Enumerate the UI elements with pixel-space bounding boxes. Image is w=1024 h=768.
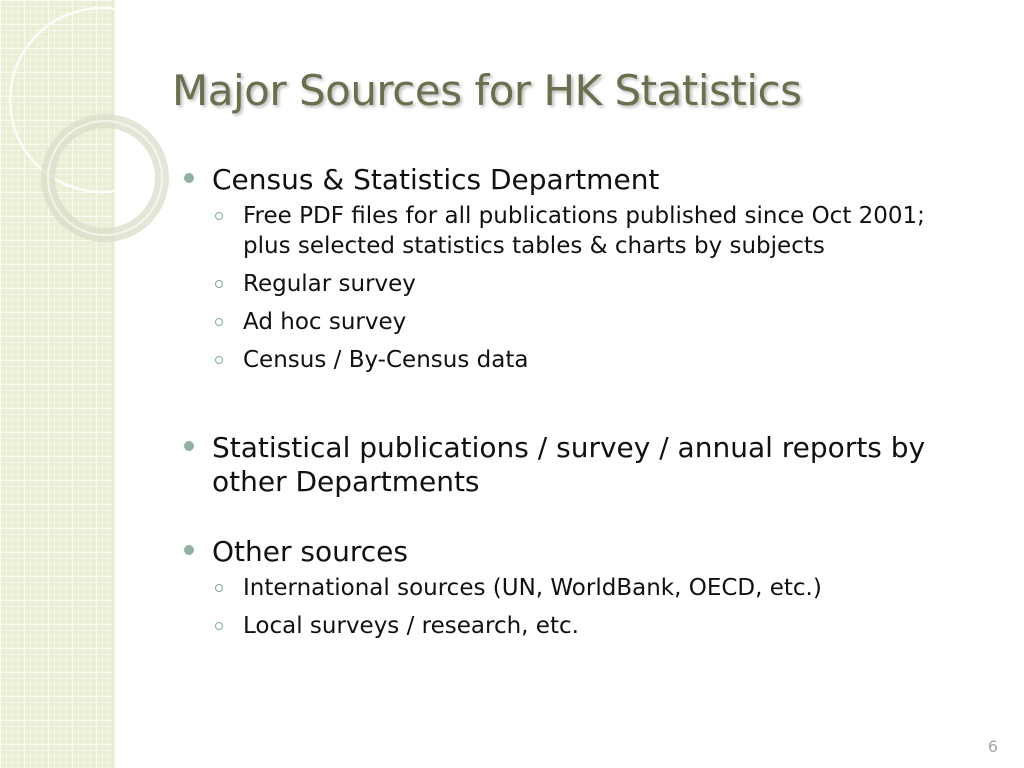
sub-bullet-item (184, 269, 964, 299)
page-number: 6 (987, 737, 998, 756)
sub-bullet-text: Ad hoc survey (243, 309, 407, 335)
bullet-text: Statistical publications / survey / annual reports by other Departments (212, 431, 926, 498)
sub-bullet-text: Regular survey (243, 271, 416, 297)
hollow-bullet-icon (215, 318, 223, 326)
bullet-text: Census & Statistics Department (212, 163, 660, 196)
bullet-dot-icon (184, 441, 194, 451)
hollow-bullet-icon (215, 584, 223, 592)
decorative-rings (0, 0, 180, 260)
sub-bullet-text: Local surveys / research, etc. (243, 613, 579, 639)
sub-bullet-text: Census / By-Census data (243, 347, 529, 373)
hollow-bullet-icon (215, 280, 223, 288)
bullet-item-census-department (184, 163, 964, 197)
hollow-bullet-icon (215, 212, 223, 220)
spacer (184, 383, 964, 431)
bullet-dot-icon (184, 173, 194, 183)
bullet-dot-icon (184, 545, 194, 555)
spacer (184, 499, 964, 535)
bullet-text: Other sources (212, 535, 408, 568)
bullet-list (184, 163, 964, 649)
sub-bullet-item (184, 345, 964, 375)
hollow-bullet-icon (215, 356, 223, 364)
hollow-bullet-icon (215, 622, 223, 630)
sub-bullet-item (184, 611, 964, 641)
bullet-item-other-departments (184, 431, 964, 499)
sub-bullet-list (184, 201, 964, 375)
sub-bullet-text: Free PDF files for all publications published since Oct 2001; plus selected statistics tables & charts by subjects (243, 203, 925, 259)
sub-bullet-item (184, 307, 964, 337)
sub-bullet-item (184, 573, 964, 603)
bullet-item-other-sources (184, 535, 964, 569)
sub-bullet-list (184, 573, 964, 641)
slide-title: Major Sources for HK Statistics (172, 66, 802, 115)
sub-bullet-text: International sources (UN, WorldBank, OECD, etc.) (243, 575, 822, 601)
sub-bullet-item (184, 201, 964, 261)
